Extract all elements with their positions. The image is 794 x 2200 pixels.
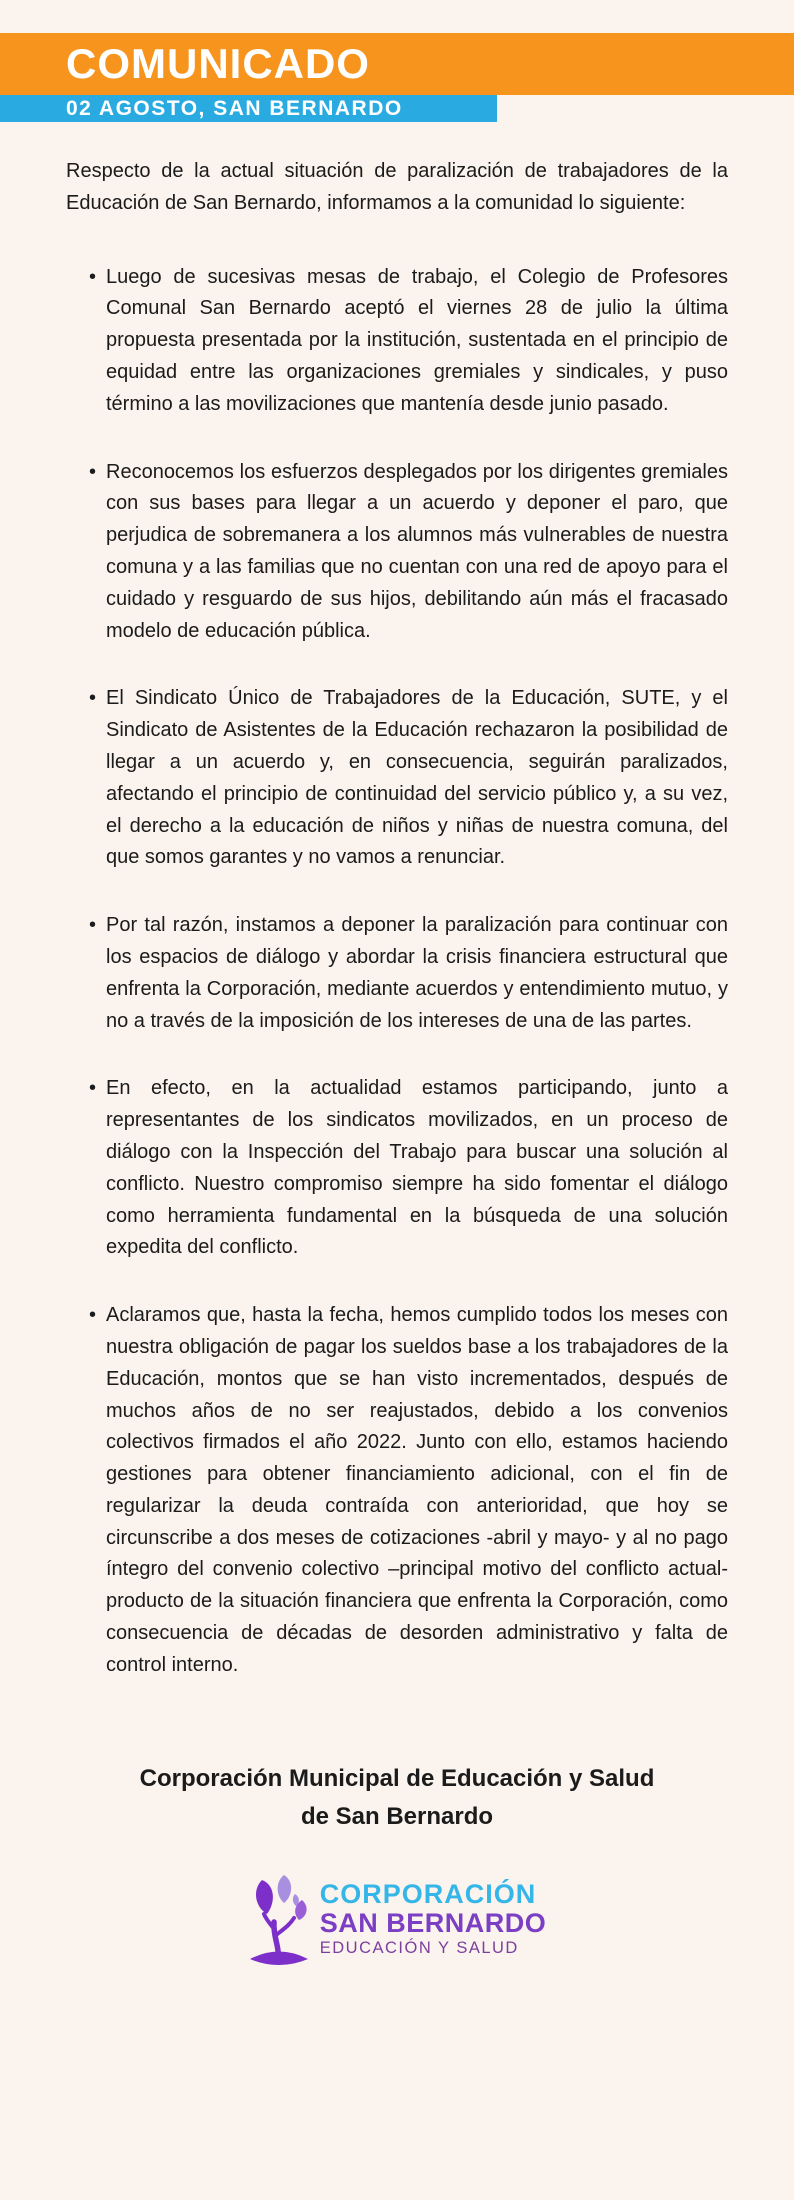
flyer-body: [0, 156, 794, 1996]
bullet-list: [66, 262, 728, 1682]
bullet-item-5: • En efecto, en la actualidad estamos participando, junto a representantes de los sindicatos movilizados, en un proceso de diálogo con la Inspección del Trabajo para buscar una solución al conflicto. Nuestro compromiso siempre ha sido fomentar el diálogo como herramienta fundamental en la búsqueda de una solución expedita del conflicto.: [106, 1073, 728, 1264]
title-bar: [0, 33, 794, 95]
signature-line-2: de San Bernardo: [300, 1802, 494, 1830]
logo-line-corporacion: CORPORACIÓN: [319, 1879, 537, 1910]
bullet-item-4: • Por tal razón, instamos a deponer la paralización para continuar con los espacios de diálogo y abordar la crisis financiera estructural que enfrenta la Corporación, mediante acuerdos y entendimiento mutuo, y no a través de la imposición de los intereses de una de las partes.: [106, 910, 728, 1037]
signature-line-1: Corporación Municipal de Educación y Salud: [139, 1764, 655, 1792]
subtitle-bar: [0, 95, 497, 122]
org-logo: [66, 1874, 728, 1996]
bullet-item-6: • Aclaramos que, hasta la fecha, hemos cumplido todos los meses con nuestra obligación de pagar los sueldos base a los trabajadores de la Educación, montos que se han visto incrementados, después de muchos años de no ser reajustados, debido a los convenios colectivos firmados el año 2022. Junto con ello, estamos haciendo gestiones para obtener financiamiento adicional, con el fin de regularizar la deuda contraída con anterioridad, que hoy se circunscribe a dos meses de cotizaciones -abril y mayo- y al no pago íntegro del convenio colectivo –principal motivo del conflicto actual- producto de la situación financiera que enfrenta la Corporación, como consecuencia de décadas de desorden administrativo y falta de control interno.: [106, 1300, 728, 1682]
bullet-item-2: • Reconocemos los esfuerzos desplegados por los dirigentes gremiales con sus bases para llegar a un acuerdo y deponer el paro, que perjudica de sobremanera a los alumnos más vulnerables de nuestra comuna y a las familias que no cuentan con una red de apoyo para el cuidado y resguardo de sus hijos, debilitando aún más el fracasado modelo de educación pública.: [106, 457, 728, 648]
signature-block: [66, 1760, 728, 1836]
page-title: COMUNICADO: [66, 40, 370, 87]
intro-paragraph: Respecto de la actual situación de paralización de trabajadores de la Educación de San Bernardo, informamos a la comunidad lo siguiente:: [66, 160, 728, 214]
logo-line-san-bernardo: SAN BERNARDO: [319, 1907, 547, 1938]
flyer-header: [0, 33, 794, 122]
logo-line-educacion-salud: EDUCACIÓN Y SALUD: [319, 1939, 519, 1958]
bullet-item-3: • El Sindicato Único de Trabajadores de la Educación, SUTE, y el Sindicato de Asistentes de la Educación rechazaron la posibilidad de llegar a un acuerdo y, en consecuencia, seguirán paralizados, afectando el principio de continuidad del servicio público y, a su vez, el derecho a la educación de niños y niñas de nuestra comuna, del que somos garantes y no vamos a renunciar.: [106, 683, 728, 874]
date-location-subtitle: 02 AGOSTO, SAN BERNARDO: [66, 97, 403, 120]
logo-text: [320, 1880, 547, 1958]
tree-icon: [248, 1874, 310, 1966]
bullet-item-1: • Luego de sucesivas mesas de trabajo, el Colegio de Profesores Comunal San Bernardo aceptó el viernes 28 de julio la última propuesta presentada por la institución, sustentada en el principio de equidad entre las organizaciones gremiales y sindicales, y puso término a las movilizaciones que mantenía desde junio pasado.: [106, 262, 728, 421]
